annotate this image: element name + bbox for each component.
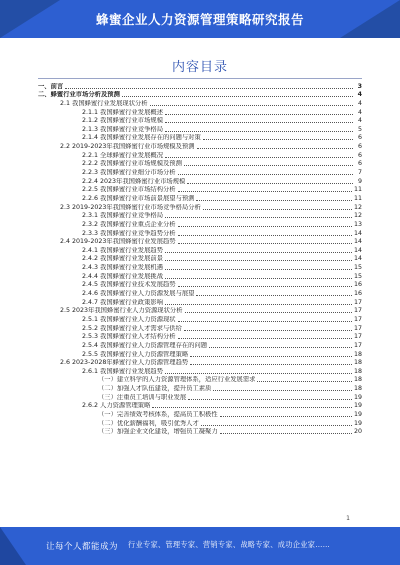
toc-entry-page: 16 (353, 290, 362, 298)
toc-entry[interactable] (38, 289, 362, 298)
toc-entry-title: （三）注重员工培训与职业发展 (98, 393, 187, 401)
toc-entry-page: 6 (357, 134, 362, 142)
toc-entry-page: 19 (353, 410, 362, 418)
toc-entry-page: 18 (353, 376, 362, 384)
toc-entry[interactable] (38, 341, 362, 350)
toc-entry[interactable] (38, 108, 362, 117)
toc-entry-title: 2.2.1 全球蜂蜜行业发展概况 (82, 151, 163, 159)
toc-entry[interactable] (38, 212, 362, 221)
toc-entry-page: 12 (353, 203, 362, 211)
toc-entry[interactable] (38, 82, 362, 91)
toc-entry[interactable] (38, 117, 362, 126)
toc-leader-dots (203, 139, 353, 140)
toc-leader-dots (178, 235, 352, 236)
toc-entry[interactable] (38, 402, 362, 411)
toc-entry-title: 2.1 我国蜂蜜行业发展现状分析 (60, 99, 148, 107)
toc-leader-dots (65, 88, 353, 89)
toc-leader-dots (187, 183, 353, 184)
toc-entry-page: 17 (353, 341, 362, 349)
toc-leader-dots (185, 312, 352, 313)
toc-entry-title: （三）加强企业文化建设，增强员工凝聚力 (98, 428, 218, 436)
toc-leader-dots (220, 416, 352, 417)
toc-leader-dots (257, 381, 352, 382)
toc-entry-title: 二、蜂蜜行业市场分析及预测 (38, 91, 120, 99)
toc-entry-title: （一）完善绩效考核体系，提高员工积极性 (98, 410, 218, 418)
toc-leader-dots (122, 96, 353, 97)
toc-entry[interactable] (38, 194, 362, 203)
toc-entry-title: 2.3.1 我国蜂蜜行业竞争格局 (82, 212, 163, 220)
toc-entry-page: 18 (353, 385, 362, 393)
toc-entry-page: 19 (353, 393, 362, 401)
toc-entry[interactable] (38, 177, 362, 186)
toc-entry-page: 18 (353, 367, 362, 375)
toc-leader-dots (203, 209, 352, 210)
toc-entry-title: 2.2.3 我国蜂蜜行业细分市场分析 (82, 169, 176, 177)
toc-entry-title: 2.5 2023年我国蜂蜜行业人力资源现状分析 (60, 307, 183, 315)
footer-decoration (0, 527, 26, 565)
toc-leader-dots (165, 122, 353, 123)
toc-leader-dots (213, 390, 352, 391)
toc-entry-title: （二）优化薪酬福利，吸引优秀人才 (98, 419, 199, 427)
toc-entry-title: 2.2.4 2023年我国蜂蜜行业市场规模 (82, 177, 186, 185)
toc-entry[interactable] (38, 393, 362, 402)
toc-leader-dots (165, 131, 353, 132)
toc-entry-page: 4 (357, 99, 362, 107)
footer-slogan-left: 让每个人都能成为 (46, 542, 119, 552)
toc-entry-title: 2.4.3 我国蜂蜜行业发展机遇 (82, 264, 163, 272)
toc-leader-dots (178, 243, 352, 244)
toc-leader-dots (165, 269, 352, 270)
toc-entry-page: 15 (353, 264, 362, 272)
toc-entry-title: 2.1.2 我国蜂蜜行业市场规模 (82, 117, 163, 125)
toc-entry[interactable] (38, 134, 362, 143)
toc-entry-title: 2.1.1 我国蜂蜜行业发展概述 (82, 108, 163, 116)
toc-entry-page: 17 (353, 315, 362, 323)
toc-entry-title: 2.5.1 我国蜂蜜行业人力资源现状 (82, 315, 176, 323)
toc-divider (38, 78, 362, 79)
toc-entry[interactable] (38, 246, 362, 255)
toc-entry[interactable] (38, 272, 362, 281)
toc-entry-page: 6 (357, 151, 362, 159)
toc-leader-dots (178, 226, 352, 227)
toc-entry-page: 12 (353, 212, 362, 220)
page-number: 1 (346, 515, 350, 522)
toc-entry[interactable] (38, 350, 362, 359)
toc-entry-page: 14 (353, 255, 362, 263)
toc-leader-dots (197, 148, 354, 149)
toc-entry[interactable] (38, 376, 362, 385)
toc-entry[interactable] (38, 229, 362, 238)
toc-leader-dots (178, 191, 352, 192)
toc-leader-dots (196, 295, 352, 296)
toc-entry[interactable] (38, 99, 362, 108)
toc-entry-title: 2.4.6 我国蜂蜜行业人力资源发展与展望 (82, 290, 195, 298)
toc-entry[interactable] (38, 151, 362, 160)
toc-entry[interactable] (38, 324, 362, 333)
toc-leader-dots (150, 105, 353, 106)
toc-entry[interactable] (38, 419, 362, 428)
toc-entry[interactable] (38, 298, 362, 307)
toc-entry-page: 7 (357, 169, 362, 177)
toc-entry-page: 19 (353, 419, 362, 427)
toc-entry[interactable] (38, 186, 362, 195)
toc-leader-dots (196, 200, 352, 201)
toc-leader-dots (209, 347, 352, 348)
toc-entry[interactable] (38, 307, 362, 316)
toc-entry-title: 2.2.5 我国蜂蜜行业市场结构分析 (82, 186, 176, 194)
toc-entry[interactable] (38, 333, 362, 342)
toc-entry[interactable] (38, 367, 362, 376)
toc-entry-page: 17 (353, 324, 362, 332)
toc-leader-dots (165, 157, 353, 158)
toc-entry-page: 17 (353, 307, 362, 315)
footer-banner (0, 527, 400, 565)
toc-leader-dots (178, 286, 352, 287)
toc-entry-title: 2.3 2019-2023年我国蜂蜜行业市场竞争格局分析 (60, 203, 201, 211)
toc-entry-title: 2.2.6 我国蜂蜜行业市场前景展望与预测 (82, 194, 195, 202)
toc-entry-page: 6 (357, 143, 362, 151)
toc-entry-title: 2.4.5 我国蜂蜜行业技术发展趋势 (82, 281, 176, 289)
toc-leader-dots (201, 425, 352, 426)
toc-leader-dots (184, 330, 352, 331)
toc-entry-page: 16 (353, 281, 362, 289)
toc-entry[interactable] (38, 410, 362, 419)
toc-entry-page: 14 (353, 238, 362, 246)
toc-entry-title: 2.2 2019-2023年我国蜂蜜行业市场规模及预测 (60, 143, 195, 151)
toc-entry[interactable] (38, 238, 362, 247)
toc-leader-dots (152, 407, 352, 408)
toc-entry-page: 14 (353, 229, 362, 237)
toc-leader-dots (165, 373, 352, 374)
toc-heading: 内容目录 (171, 60, 228, 75)
header-banner (0, 0, 400, 38)
toc-entry-page: 6 (357, 160, 362, 168)
toc-leader-dots (188, 399, 352, 400)
toc-entry-page: 18 (353, 359, 362, 367)
toc-entry-title: 2.5.3 我国蜂蜜行业人才结构分析 (82, 333, 176, 341)
toc-leader-dots (184, 165, 353, 166)
toc-leader-dots (165, 252, 352, 253)
toc-entry-title: 2.3.2 我国蜂蜜行业重点企业分析 (82, 220, 176, 228)
toc-entry-page: 4 (357, 117, 362, 125)
toc-entry[interactable] (38, 255, 362, 264)
toc-entry-title: 2.4.1 我国蜂蜜行业发展趋势 (82, 246, 163, 254)
toc-entry[interactable] (38, 281, 362, 290)
toc-entry-page: 3 (357, 82, 362, 90)
toc-entry-page: 18 (353, 350, 362, 358)
toc-entry[interactable] (38, 142, 362, 151)
toc-entry-title: 2.5.2 我国蜂蜜行业人才需求与供给 (82, 324, 182, 332)
toc-leader-dots (178, 321, 352, 322)
toc-entry-page: 15 (353, 272, 362, 280)
toc-entry-title: （一）建立科学的人力资源管理体系，适应行业发展需求 (98, 376, 256, 384)
toc-entry-title: 2.6.1 我国蜂蜜行业发展趋势 (82, 367, 163, 375)
toc-entry-title: 2.4.2 我国蜂蜜行业发展前景 (82, 255, 163, 263)
toc-entry-title: 2.4.7 我国蜂蜜行业政策影响 (82, 298, 163, 306)
toc-entry[interactable] (38, 263, 362, 272)
toc-entry-title: 2.5.5 我国蜂蜜行业人力资源管理策略 (82, 350, 189, 358)
toc-entry-title: 2.1.4 我国蜂蜜行业发展存在的问题与对策 (82, 134, 201, 142)
toc-entry[interactable] (38, 168, 362, 177)
toc-entry-title: 2.5.4 我国蜂蜜行业人力资源管理存在的问题 (82, 341, 208, 349)
toc-leader-dots (165, 217, 352, 218)
toc-entry[interactable] (38, 428, 362, 437)
toc-entry-page: 17 (353, 333, 362, 341)
toc-leader-dots (165, 304, 352, 305)
toc-entry[interactable] (38, 220, 362, 229)
toc-leader-dots (220, 433, 352, 434)
toc-leader-dots (165, 114, 353, 115)
report-title: 蜂蜜企业人力资源管理策略研究报告 (95, 12, 304, 27)
toc-entry-page: 4 (357, 108, 362, 116)
footer-slogan-right: 行业专家、管理专家、营销专家、战略专家、成功企业家…… (128, 540, 331, 549)
toc-entry-title: 2.3.3 我国蜂蜜行业竞争趋势分析 (82, 229, 176, 237)
toc-entry[interactable] (38, 91, 362, 100)
toc-entry-page: 11 (353, 194, 362, 202)
table-of-contents (38, 82, 362, 510)
toc-leader-dots (190, 356, 352, 357)
toc-entry-page: 19 (353, 402, 362, 410)
toc-entry-page: 20 (353, 428, 362, 436)
toc-entry[interactable] (38, 359, 362, 368)
toc-leader-dots (178, 174, 353, 175)
toc-entry-page: 13 (353, 220, 362, 228)
toc-entry[interactable] (38, 125, 362, 134)
toc-leader-dots (165, 260, 352, 261)
toc-entry-page: 9 (357, 177, 362, 185)
toc-entry-page: 11 (353, 186, 362, 194)
toc-entry-page: 5 (357, 125, 362, 133)
toc-entry-page: 14 (353, 246, 362, 254)
toc-entry[interactable] (38, 203, 362, 212)
toc-entry-title: 2.4.4 我国蜂蜜行业发展挑战 (82, 272, 163, 280)
toc-leader-dots (178, 338, 352, 339)
toc-entry[interactable] (38, 384, 362, 393)
toc-entry-title: 2.1.3 我国蜂蜜行业竞争格局 (82, 125, 163, 133)
toc-entry-title: （二）加强人才队伍建设，提升员工素质 (98, 385, 212, 393)
toc-entry-title: 一、前言 (38, 82, 64, 90)
toc-entry-title: 2.2.2 我国蜂蜜行业市场规模及预测 (82, 160, 182, 168)
toc-leader-dots (190, 364, 352, 365)
toc-entry-page: 4 (357, 91, 362, 99)
toc-entry-title: 2.4 2019-2023年我国蜂蜜行业发展趋势 (60, 238, 176, 246)
toc-entry-title: 2.6.2 人力资源管理策略 (82, 402, 151, 410)
toc-leader-dots (165, 278, 352, 279)
toc-entry[interactable] (38, 315, 362, 324)
toc-entry-title: 2.6 2023-2028年蜂蜜行业人力资源管理趋势 (60, 359, 189, 367)
toc-entry[interactable] (38, 160, 362, 169)
toc-entry-page: 17 (353, 298, 362, 306)
